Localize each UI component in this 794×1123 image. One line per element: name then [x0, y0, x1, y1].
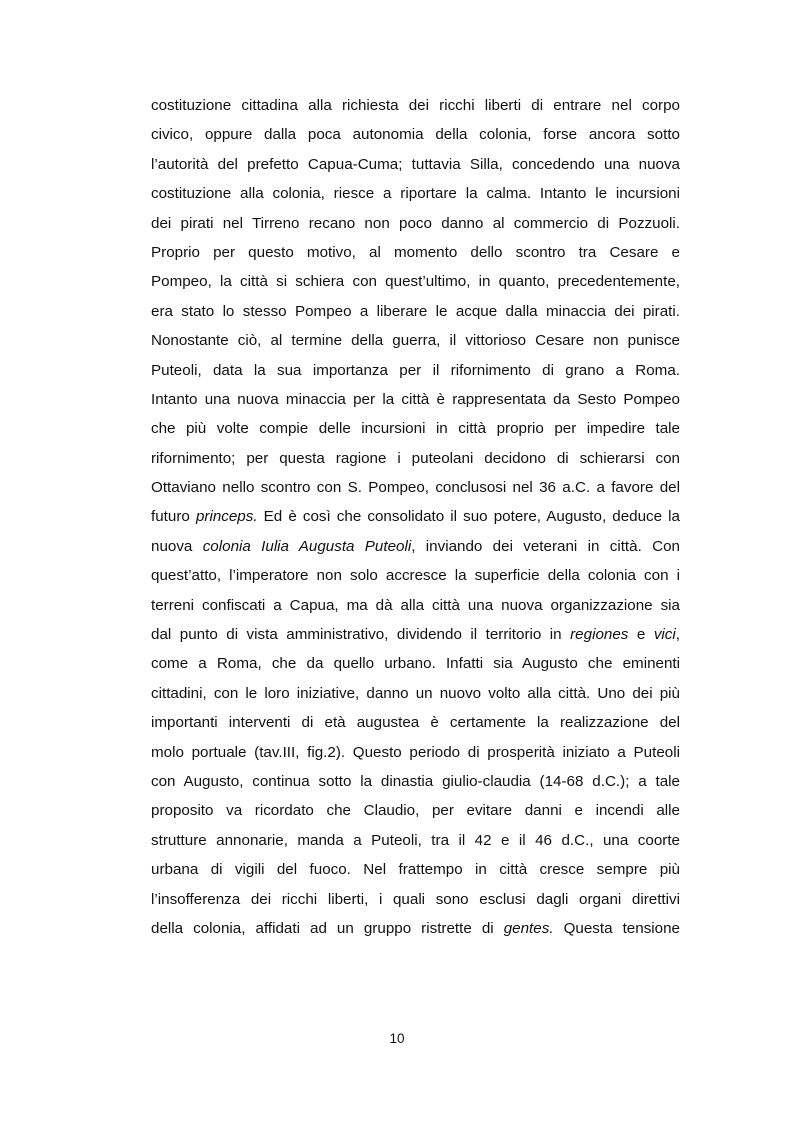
text-run: l’insofferenza dei ricchi liberti, i quali sono esclusi dagli organi direttivi	[151, 890, 680, 908]
text-run: Intanto una nuova minaccia per la città è rappresentata da Sesto Pompeo	[151, 390, 680, 408]
text-run: Ed è così che consolidato il suo potere, Augusto, deduce la	[257, 508, 681, 526]
text-line	[151, 120, 680, 149]
text-run: e	[628, 626, 654, 644]
text-run: Ottaviano nello scontro con S. Pompeo, conclusosi nel 36 a.C. a favore del	[151, 479, 680, 497]
text-run: , inviando dei veterani in città. Con	[411, 537, 680, 555]
text-line	[151, 708, 680, 737]
text-line	[151, 914, 680, 943]
text-run: dei pirati nel Tirreno recano non poco danno al commercio di Pozzuoli.	[151, 214, 680, 232]
text-line	[151, 591, 680, 620]
italic-term: princeps.	[195, 508, 258, 526]
text-line	[151, 561, 680, 590]
text-line	[151, 855, 680, 884]
text-run: civico, oppure dalla poca autonomia della colonia, forse ancora sotto	[151, 126, 680, 144]
text-line	[151, 385, 680, 414]
text-run: ,	[675, 626, 680, 644]
text-line	[151, 620, 680, 649]
text-run: che più volte compie delle incursioni in città proprio per impedire tale	[151, 420, 680, 438]
text-line	[151, 532, 680, 561]
text-line	[151, 444, 680, 473]
text-run: urbana di vigili del fuoco. Nel frattempo in città cresce sempre più	[151, 861, 680, 879]
text-run: Pompeo, la città si schiera con quest’ultimo, in quanto, precedentemente,	[151, 273, 680, 291]
text-line	[151, 356, 680, 385]
text-run: importanti interventi di età augustea è certamente la realizzazione del	[151, 714, 680, 732]
text-run: futuro	[151, 508, 196, 526]
text-run: Puteoli, data la sua importanza per il rifornimento di grano a Roma.	[151, 361, 680, 379]
text-line	[151, 473, 680, 502]
text-run: l’autorità del prefetto Capua-Cuma; tuttavia Silla, concedendo una nuova	[151, 155, 680, 173]
text-run: molo portuale (tav.III, fig.2). Questo periodo di prosperità iniziato a Puteoli	[151, 743, 680, 761]
text-run: rifornimento; per questa ragione i puteolani decidono di schierarsi con	[151, 449, 680, 467]
text-run: quest’atto, l’imperatore non solo accresce la superficie della colonia con i	[151, 567, 680, 585]
text-line	[151, 238, 680, 267]
text-line	[151, 267, 680, 296]
text-line	[151, 738, 680, 767]
text-line	[151, 767, 680, 796]
text-line	[151, 297, 680, 326]
text-run: strutture annonarie, manda a Puteoli, tra il 42 e il 46 d.C., una coorte	[151, 831, 680, 849]
text-line	[151, 885, 680, 914]
text-line	[151, 502, 680, 531]
text-run: era stato lo stesso Pompeo a liberare le acque dalla minaccia dei pirati.	[151, 302, 680, 320]
text-run: cittadini, con le loro iniziative, danno un nuovo volto alla città. Uno dei più	[151, 684, 680, 702]
text-run: con Augusto, continua sotto la dinastia giulio-claudia (14-68 d.C.); a tale	[151, 772, 680, 790]
text-run: proposito va ricordato che Claudio, per evitare danni e incendi alle	[151, 802, 680, 820]
italic-term: vici	[653, 626, 676, 644]
text-line	[151, 326, 680, 355]
page-number: 10	[389, 1031, 405, 1046]
text-line	[151, 796, 680, 825]
text-line	[151, 679, 680, 708]
text-run: nuova	[151, 537, 203, 555]
text-line	[151, 179, 680, 208]
text-run: come a Roma, che da quello urbano. Infatti sia Augusto che eminenti	[151, 655, 680, 673]
text-run: dal punto di vista amministrativo, dividendo il territorio in	[151, 626, 571, 644]
italic-term: regiones	[570, 626, 629, 644]
text-line	[151, 209, 680, 238]
text-run: costituzione cittadina alla richiesta dei ricchi liberti di entrare nel corpo	[151, 97, 680, 114]
text-run: Nonostante ciò, al termine della guerra, il vittorioso Cesare non punisce	[151, 332, 680, 350]
italic-term: colonia Iulia Augusta Puteoli	[202, 537, 412, 555]
text-run: costituzione alla colonia, riesce a riportare la calma. Intanto le incursioni	[151, 185, 680, 203]
text-line	[151, 414, 680, 443]
text-line	[151, 649, 680, 678]
text-run: Proprio per questo motivo, al momento dello scontro tra Cesare e	[151, 243, 680, 261]
text-run: terreni confiscati a Capua, ma dà alla città una nuova organizzazione sia	[151, 596, 680, 614]
text-run: della colonia, affidati ad un gruppo ristrette di	[151, 919, 504, 937]
text-line	[151, 826, 680, 855]
body-text	[151, 91, 680, 943]
italic-term: gentes.	[503, 919, 554, 937]
text-line	[151, 91, 680, 120]
text-line	[151, 150, 680, 179]
text-run: Questa tensione	[553, 919, 681, 937]
